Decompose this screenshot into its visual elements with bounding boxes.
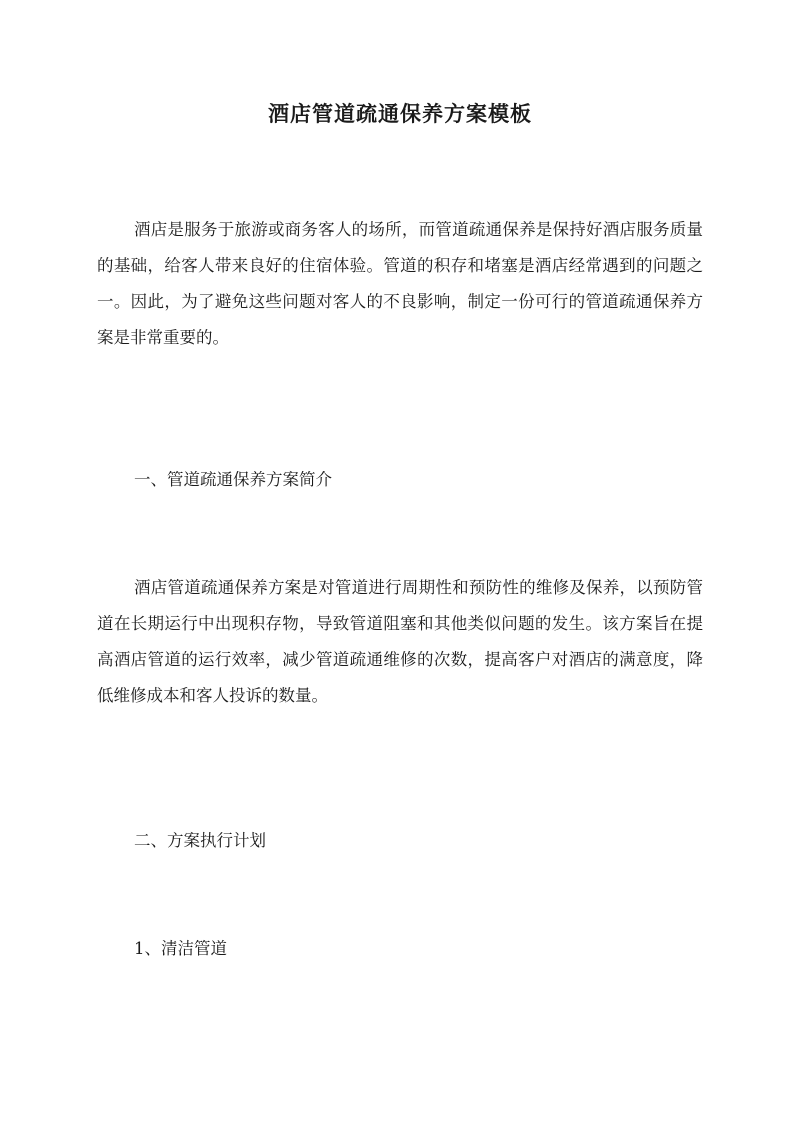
section-heading-plan: 二、方案执行计划 [134,831,266,850]
intro-paragraph: 酒店是服务于旅游或商务客人的场所，而管道疏通保养是保持好酒店服务质量的基础，给客人带来良好的住宿体验。管道的积存和堵塞是酒店经常遇到的问题之一。因此，为了避免这些问题对客人的不良影响，制定一份可行的管道疏通保养方案是非常重要的。 [97,220,703,347]
document-title: 酒店管道疏通保养方案模板 [268,101,532,126]
section-heading-overview: 一、管道疏通保养方案简介 [134,470,332,489]
subsection-heading-clean-pipes: 1、清洁管道 [134,939,227,958]
overview-paragraph: 酒店管道疏通保养方案是对管道进行周期性和预防性的维修及保养，以预防管道在长期运行中出现积存物，导致管道阻塞和其他类似问题的发生。该方案旨在提高酒店管道的运行效率，减少管道疏通维修的次数，提高客户对酒店的满意度，降低维修成本和客人投诉的数量。 [97,578,703,705]
